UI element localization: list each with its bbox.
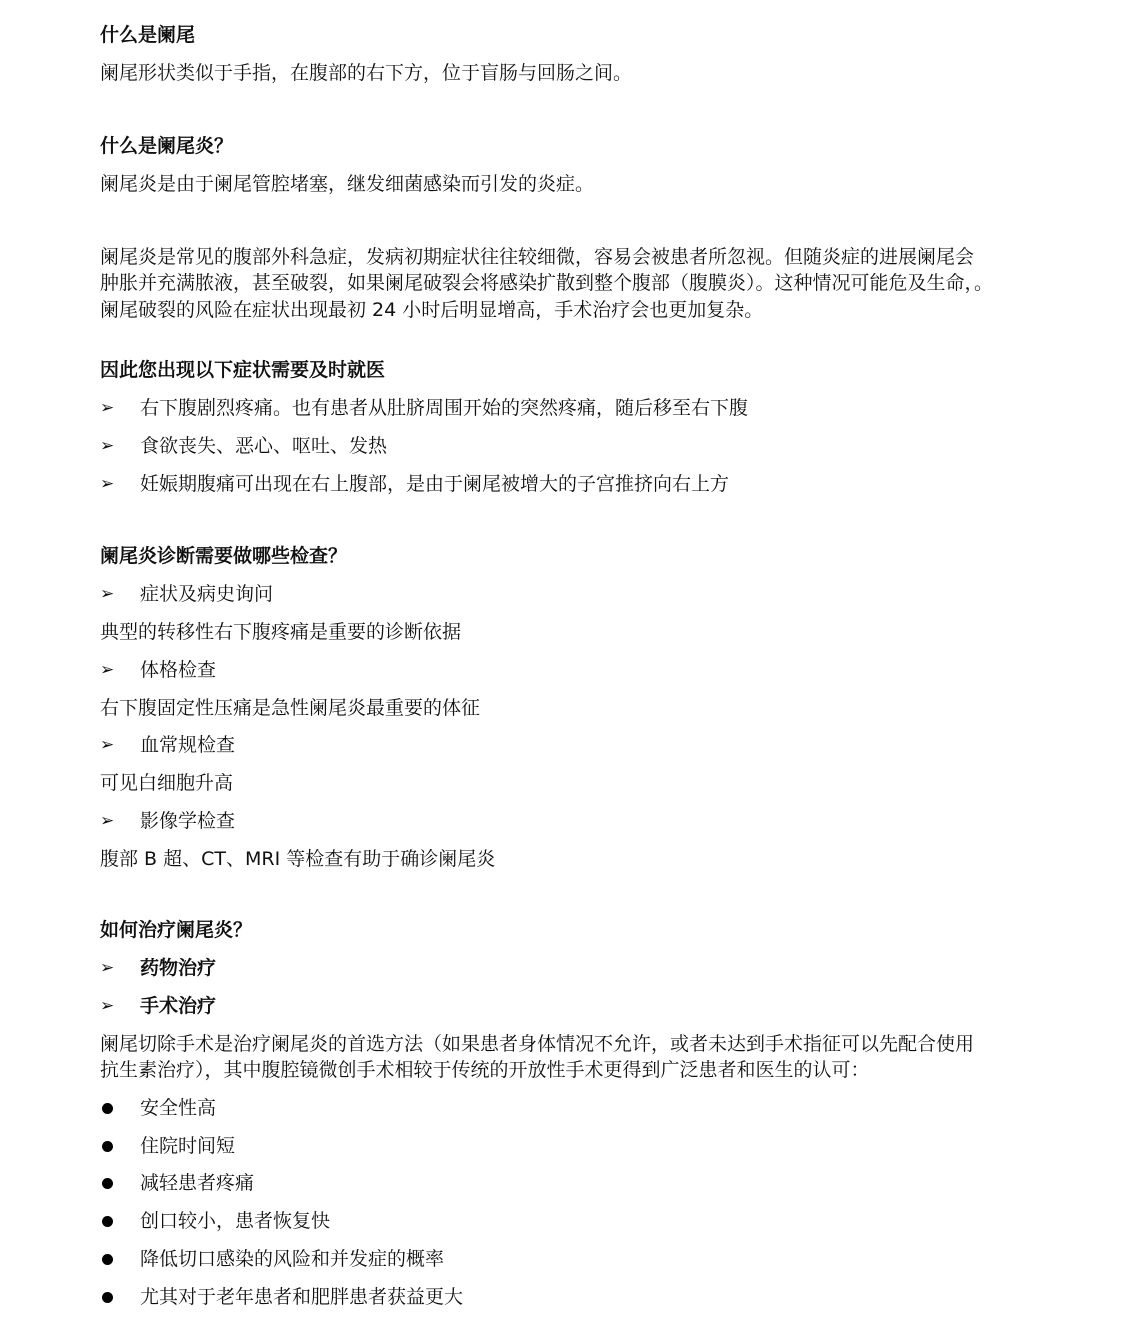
list-item-symptom [100, 433, 1040, 459]
symptom-text: 食欲丧失、恶心、呕吐、发热 [140, 435, 388, 457]
diagnosis-title: 影像学检查 [140, 810, 236, 832]
benefit-text: 减轻患者疼痛 [140, 1172, 255, 1194]
diagnosis-description: 右下腹固定性压痛是急性阑尾炎最重要的体征 [100, 697, 481, 719]
paragraph-appendicitis-detail-line-2: 肿胀并充满脓液，甚至破裂，如果阑尾破裂会将感染扩散到整个腹部（腹膜炎）。这种情况可能危及生命，。 [100, 272, 994, 294]
disc-bullet-icon [102, 1178, 113, 1189]
arrow-bullet-icon: ➢ [100, 958, 115, 978]
list-item-diagnosis [100, 808, 1040, 834]
list-item-benefit [100, 1133, 1040, 1159]
heading-what-is-appendix: 什么是阑尾 [100, 24, 196, 46]
treatment-option-text: 手术治疗 [140, 995, 217, 1017]
arrow-bullet-icon: ➢ [100, 584, 115, 604]
arrow-bullet-icon: ➢ [100, 735, 115, 755]
diagnosis-title: 体格检查 [140, 659, 217, 681]
heading-what-is-appendicitis: 什么是阑尾炎？ [100, 135, 234, 157]
list-item-diagnosis [100, 732, 1040, 758]
list-item-diagnosis [100, 581, 1040, 607]
benefit-text: 安全性高 [140, 1097, 217, 1119]
arrow-bullet-icon: ➢ [100, 996, 115, 1016]
list-item-symptom [100, 471, 1040, 497]
arrow-bullet-icon: ➢ [100, 811, 115, 831]
paragraph-appendicitis-definition: 阑尾炎是由于阑尾管腔堵塞，继发细菌感染而引发的炎症。 [100, 173, 595, 195]
arrow-bullet-icon: ➢ [100, 660, 115, 680]
list-item-benefit [100, 1095, 1040, 1121]
treatment-option-text: 药物治疗 [140, 957, 217, 979]
paragraph-appendicitis-detail-line-3: 阑尾破裂的风险在症状出现最初 24 小时后明显增高，手术治疗会也更加复杂。 [100, 299, 764, 321]
list-item-benefit [100, 1284, 1040, 1310]
disc-bullet-icon [102, 1292, 113, 1303]
disc-bullet-icon [102, 1103, 113, 1114]
symptom-text: 右下腹剧烈疼痛。也有患者从肚脐周围开始的突然疼痛，随后移至右下腹 [140, 397, 749, 419]
list-item-benefit [100, 1208, 1040, 1234]
arrow-bullet-icon: ➢ [100, 474, 115, 494]
heading-treatment: 如何治疗阑尾炎？ [100, 919, 253, 941]
benefit-text: 尤其对于老年患者和肥胖患者获益更大 [140, 1286, 464, 1308]
diagnosis-title: 血常规检查 [140, 734, 236, 756]
benefit-text: 住院时间短 [140, 1135, 236, 1157]
heading-symptoms: 因此您出现以下症状需要及时就医 [100, 359, 386, 381]
diagnosis-description: 可见白细胞升高 [100, 772, 234, 794]
arrow-bullet-icon: ➢ [100, 436, 115, 456]
paragraph-appendicitis-detail-line-1: 阑尾炎是常见的腹部外科急症，发病初期症状往往较细微，容易会被患者所忽视。但随炎症的进展阑尾会 [100, 246, 975, 268]
diagnosis-title: 症状及病史询问 [140, 583, 274, 605]
disc-bullet-icon [102, 1141, 113, 1152]
list-item-diagnosis [100, 657, 1040, 683]
benefit-text: 降低切口感染的风险和并发症的概率 [140, 1248, 445, 1270]
disc-bullet-icon [102, 1254, 113, 1265]
diagnosis-description: 腹部 B 超、CT、MRI 等检查有助于确诊阑尾炎 [100, 848, 496, 870]
list-item-symptom [100, 395, 1040, 421]
list-item-treatment-option [100, 955, 1040, 981]
paragraph-appendix-definition: 阑尾形状类似于手指，在腹部的右下方，位于盲肠与回肠之间。 [100, 62, 633, 84]
disc-bullet-icon [102, 1216, 113, 1227]
paragraph-surgery-line-1: 阑尾切除手术是治疗阑尾炎的首选方法（如果患者身体情况不允许，或者未达到手术指征可以先配合使用 [100, 1033, 975, 1055]
arrow-bullet-icon: ➢ [100, 398, 115, 418]
list-item-benefit [100, 1170, 1040, 1196]
symptom-text: 妊娠期腹痛可出现在右上腹部，是由于阑尾被增大的子宫推挤向右上方 [140, 473, 730, 495]
diagnosis-description: 典型的转移性右下腹疼痛是重要的诊断依据 [100, 621, 462, 643]
heading-diagnosis: 阑尾炎诊断需要做哪些检查？ [100, 545, 348, 567]
list-item-treatment-option [100, 993, 1040, 1019]
paragraph-surgery-line-2: 抗生素治疗），其中腹腔镜微创手术相较于传统的开放性手术更得到广泛患者和医生的认可： [100, 1059, 870, 1081]
benefit-text: 创口较小，患者恢复快 [140, 1210, 331, 1232]
list-item-benefit [100, 1246, 1040, 1272]
